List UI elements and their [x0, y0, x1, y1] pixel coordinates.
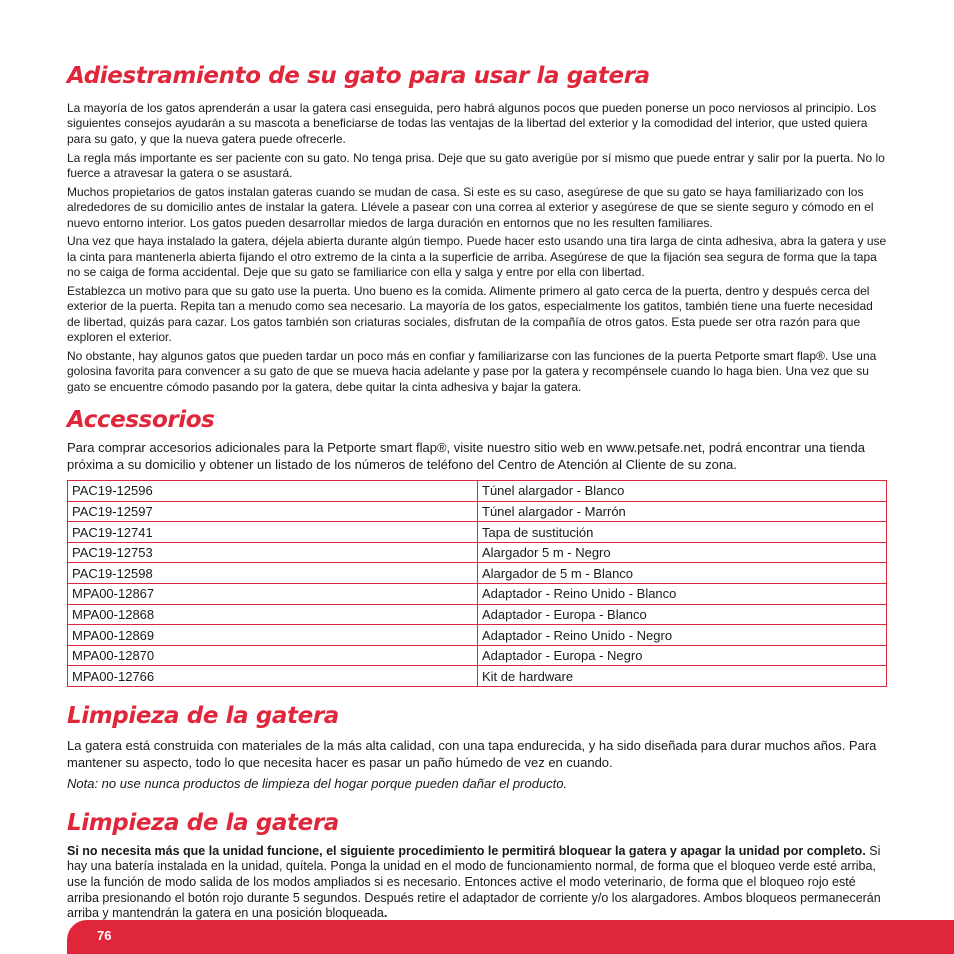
training-paragraph: No obstante, hay algunos gatos que pueden tardar un poco más en confiar y familiarizarse con las funciones de la puerta Petporte smart flap®. Use una golosina favorita para convencer a su gato de que se mueva hacia adelante y pase por la gatera y recompénsele cuando lo haga bien. Una vez que su gato se encuentre cómodo pasando por la gatera, debe quitar la cinta adhesiva y bajar la gatera.	[67, 349, 877, 394]
cleaning-note: Nota: no use nunca productos de limpieza del hogar porque pueden dañar el producto.	[67, 776, 568, 792]
table-row	[68, 666, 887, 687]
accessories-title: Accessorios	[67, 407, 215, 434]
part-description: Alargador 5 m - Negro	[478, 542, 887, 563]
accessories-section	[67, 406, 887, 687]
table-row	[68, 481, 887, 502]
lockout-body: Si hay una batería instalada en la unidad, quítela. Ponga la unidad en el modo de funcionamiento normal, de forma que el bloqueo verde esté arriba, use la función de modo salida de los modos ampliados si es necesario. Entonces active el modo veterinario, de forma que el bloqueo rojo esté arriba presionando el botón rojo durante 5 segundos. Después retire el adaptador de corriente y/o los alargadores. Ambos bloqueos permanecerán arriba y mantendrán la gatera en una posición bloqueada	[67, 843, 881, 921]
part-description: Túnel alargador - Marrón	[478, 501, 887, 522]
part-description: Adaptador - Europa - Negro	[478, 645, 887, 666]
page-content	[67, 62, 887, 922]
part-code: PAC19-12741	[68, 522, 478, 543]
table-row	[68, 645, 887, 666]
training-title: Adiestramiento de su gato para usar la gatera	[67, 63, 650, 89]
part-description: Adaptador - Reino Unido - Blanco	[478, 584, 887, 605]
lockout-section	[67, 809, 887, 922]
training-paragraph: Muchos propietarios de gatos instalan gateras cuando se mudan de casa. Si este es su caso, asegúrese de que su gato se haya familiarizado con los alrededores de su domicilio antes de instalar la gatera. Llévele a pasear con una correa al exterior y asegúrese de que se siente seguro y cómodo en el nuevo entorno interior. Los gatos pueden desarrollar miedos de larga duración en entornos que no les resulten familiares.	[67, 184, 874, 230]
page-number: 76	[97, 928, 112, 943]
part-code: PAC19-12596	[68, 481, 478, 502]
training-section	[67, 62, 887, 395]
footer-bar	[67, 920, 954, 954]
part-code: MPA00-12766	[68, 666, 478, 687]
training-paragraph: La regla más importante es ser paciente con su gato. No tenga prisa. Deje que su gato averigüe por sí mismo que puede entrar y salir por la puerta. No lo fuerce a atravesar la gatera o se asustará.	[67, 150, 885, 181]
training-paragraph: Una vez que haya instalado la gatera, déjela abierta durante algún tiempo. Puede hacer esto usando una tira larga de cinta adhesiva, abra la gatera y use la cinta para mantenerla abierta fijando el otro extremo de la cinta a la superficie de arriba. Asegúrese de que la fijación sea segura de forma que la tapa no se caiga de forma accidental. Deje que su gato se familiarice con ella y salga y entre por ella con libertad.	[67, 234, 887, 280]
table-row	[68, 542, 887, 563]
lockout-end-mark: .	[383, 906, 388, 921]
part-code: MPA00-12868	[68, 604, 478, 625]
cleaning-title: Limpieza de la gatera	[67, 703, 339, 730]
part-description: Túnel alargador - Blanco	[478, 481, 887, 502]
part-description: Adaptador - Reino Unido - Negro	[478, 625, 887, 646]
table-row	[68, 584, 887, 605]
table-row	[68, 563, 887, 584]
table-row	[68, 522, 887, 543]
cleaning-body: La gatera está construida con materiales de la más alta calidad, con una tapa endurecida, y ha sido diseñada para durar muchos años. Para mantener su aspecto, todo lo que necesita hacer es pasar un paño húmedo de vez en cuando.	[67, 738, 877, 770]
accessories-intro: Para comprar accesorios adicionales para la Petporte smart flap®, visite nuestro sitio web en www.petsafe.net, podrá encontrar una tienda próxima a su domicilio y obtener un listado de los números de teléfono del Centro de Atención al Cliente de su zona.	[67, 440, 865, 472]
training-paragraph: Establezca un motivo para que su gato use la puerta. Uno bueno es la comida. Alimente primero al gato cerca de la puerta, dentro y después cerca del exterior de la puerta. Repita tan a menudo como sea necesario. La mayoría de los gatos, especialmente los gatitos, también tiene una fuerte necesidad de libertad, quizás para cazar. Los gatos también son criaturas sociales, disfrutan de la compañía de otros gatos. Esta puede ser otra razón para que exploren el exterior.	[67, 284, 873, 345]
part-description: Tapa de sustitución	[478, 522, 887, 543]
part-code: MPA00-12867	[68, 584, 478, 605]
accessories-table	[67, 480, 887, 687]
table-row	[68, 604, 887, 625]
part-description: Adaptador - Europa - Blanco	[478, 604, 887, 625]
part-code: MPA00-12869	[68, 625, 478, 646]
part-code: PAC19-12598	[68, 563, 478, 584]
part-code: PAC19-12597	[68, 501, 478, 522]
table-row	[68, 501, 887, 522]
part-code: MPA00-12870	[68, 645, 478, 666]
lockout-paragraph	[67, 844, 887, 922]
training-paragraph: La mayoría de los gatos aprenderán a usar la gatera casi enseguida, pero habrá algunos pocos que pueden ponerse un poco nerviosos al principio. Los siguientes consejos ayudarán a su mascota a beneficiarse de todas las ventajas de la libertad del exterior y la comodidad del interior, que usted quiera para su gato, y que la nueva gatera puede ofrecerle.	[67, 101, 877, 146]
part-description: Alargador de 5 m - Blanco	[478, 563, 887, 584]
lockout-title: Limpieza de la gatera	[67, 809, 339, 836]
lockout-lead: Si no necesita más que la unidad funcione, el siguiente procedimiento le permitirá bloquear la gatera y apagar la unidad por completo.	[67, 843, 866, 858]
table-row	[68, 625, 887, 646]
cleaning-section	[67, 702, 887, 793]
part-description: Kit de hardware	[478, 666, 887, 687]
part-code: PAC19-12753	[68, 542, 478, 563]
